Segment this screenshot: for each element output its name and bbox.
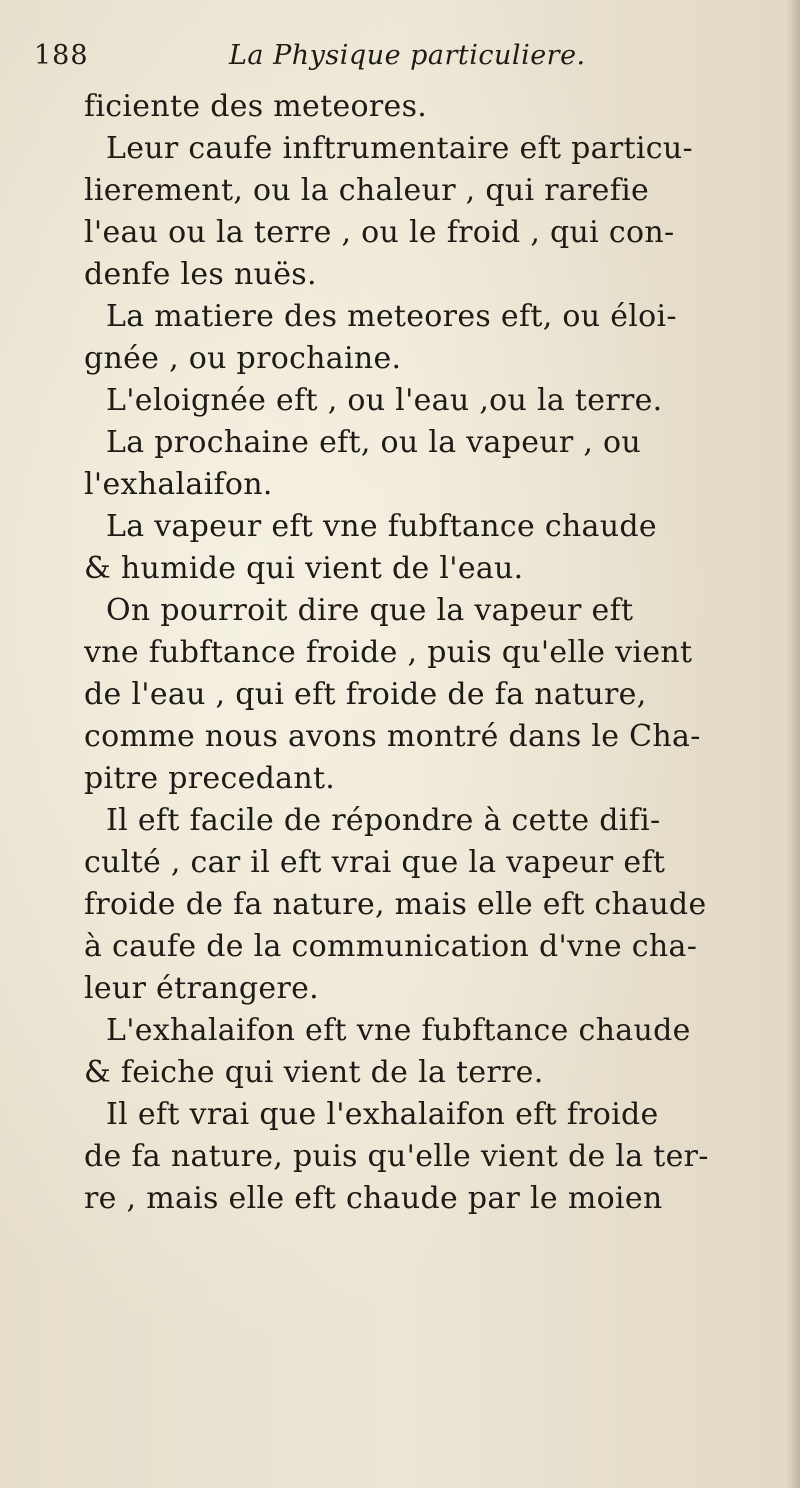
text-line: culté , car il eft vrai que la vapeur eft bbox=[84, 845, 666, 880]
text-line: l'exhalaifon. bbox=[84, 467, 273, 502]
text-line: leur étrangere. bbox=[84, 971, 319, 1006]
text-line: pitre precedant. bbox=[84, 761, 336, 796]
text-line: ficiente des meteores. bbox=[84, 89, 428, 124]
text-line: Leur caufe inftrumentaire eft particu- bbox=[106, 131, 693, 166]
text-line: de l'eau , qui eft froide de fa nature, bbox=[84, 677, 647, 712]
text-line: L'exhalaifon eft vne fubftance chaude bbox=[106, 1013, 691, 1048]
page-number: 188 bbox=[34, 40, 89, 71]
text-line: Il eft facile de répondre à cette difi- bbox=[106, 803, 661, 838]
text-line: On pourroit dire que la vapeur eft bbox=[106, 593, 634, 628]
text-line: denfe les nuës. bbox=[84, 257, 317, 292]
text-line: re , mais elle eft chaude par le moien bbox=[84, 1181, 663, 1216]
text-line: L'eloignée eft , ou l'eau ,ou la terre. bbox=[106, 383, 663, 418]
text-line: Il eft vrai que l'exhalaifon eft froide bbox=[106, 1097, 659, 1132]
text-line: & feiche qui vient de la terre. bbox=[84, 1055, 544, 1090]
text-line: froide de fa nature, mais elle eft chaude bbox=[84, 887, 707, 922]
body-text bbox=[84, 86, 784, 1220]
text-line: à caufe de la communication d'vne cha- bbox=[84, 929, 698, 964]
text-line: lierement, ou la chaleur , qui rarefie bbox=[84, 173, 650, 208]
page-header bbox=[34, 40, 774, 80]
text-line: vne fubftance froide , puis qu'elle vient bbox=[84, 635, 693, 670]
page-edge-shadow bbox=[786, 0, 800, 1488]
text-line: gnée , ou prochaine. bbox=[84, 341, 402, 376]
text-line: de fa nature, puis qu'elle vient de la ter- bbox=[84, 1139, 709, 1174]
text-line: La vapeur eft vne fubftance chaude bbox=[106, 509, 657, 544]
text-line: La prochaine eft, ou la vapeur , ou bbox=[106, 425, 642, 460]
text-line: comme nous avons montré dans le Cha- bbox=[84, 719, 701, 754]
text-line: l'eau ou la terre , ou le froid , qui con- bbox=[84, 215, 675, 250]
running-title: La Physique particuliere. bbox=[229, 40, 586, 71]
text-line: & humide qui vient de l'eau. bbox=[84, 551, 524, 586]
text-line: La matiere des meteores eft, ou éloi- bbox=[106, 299, 677, 334]
